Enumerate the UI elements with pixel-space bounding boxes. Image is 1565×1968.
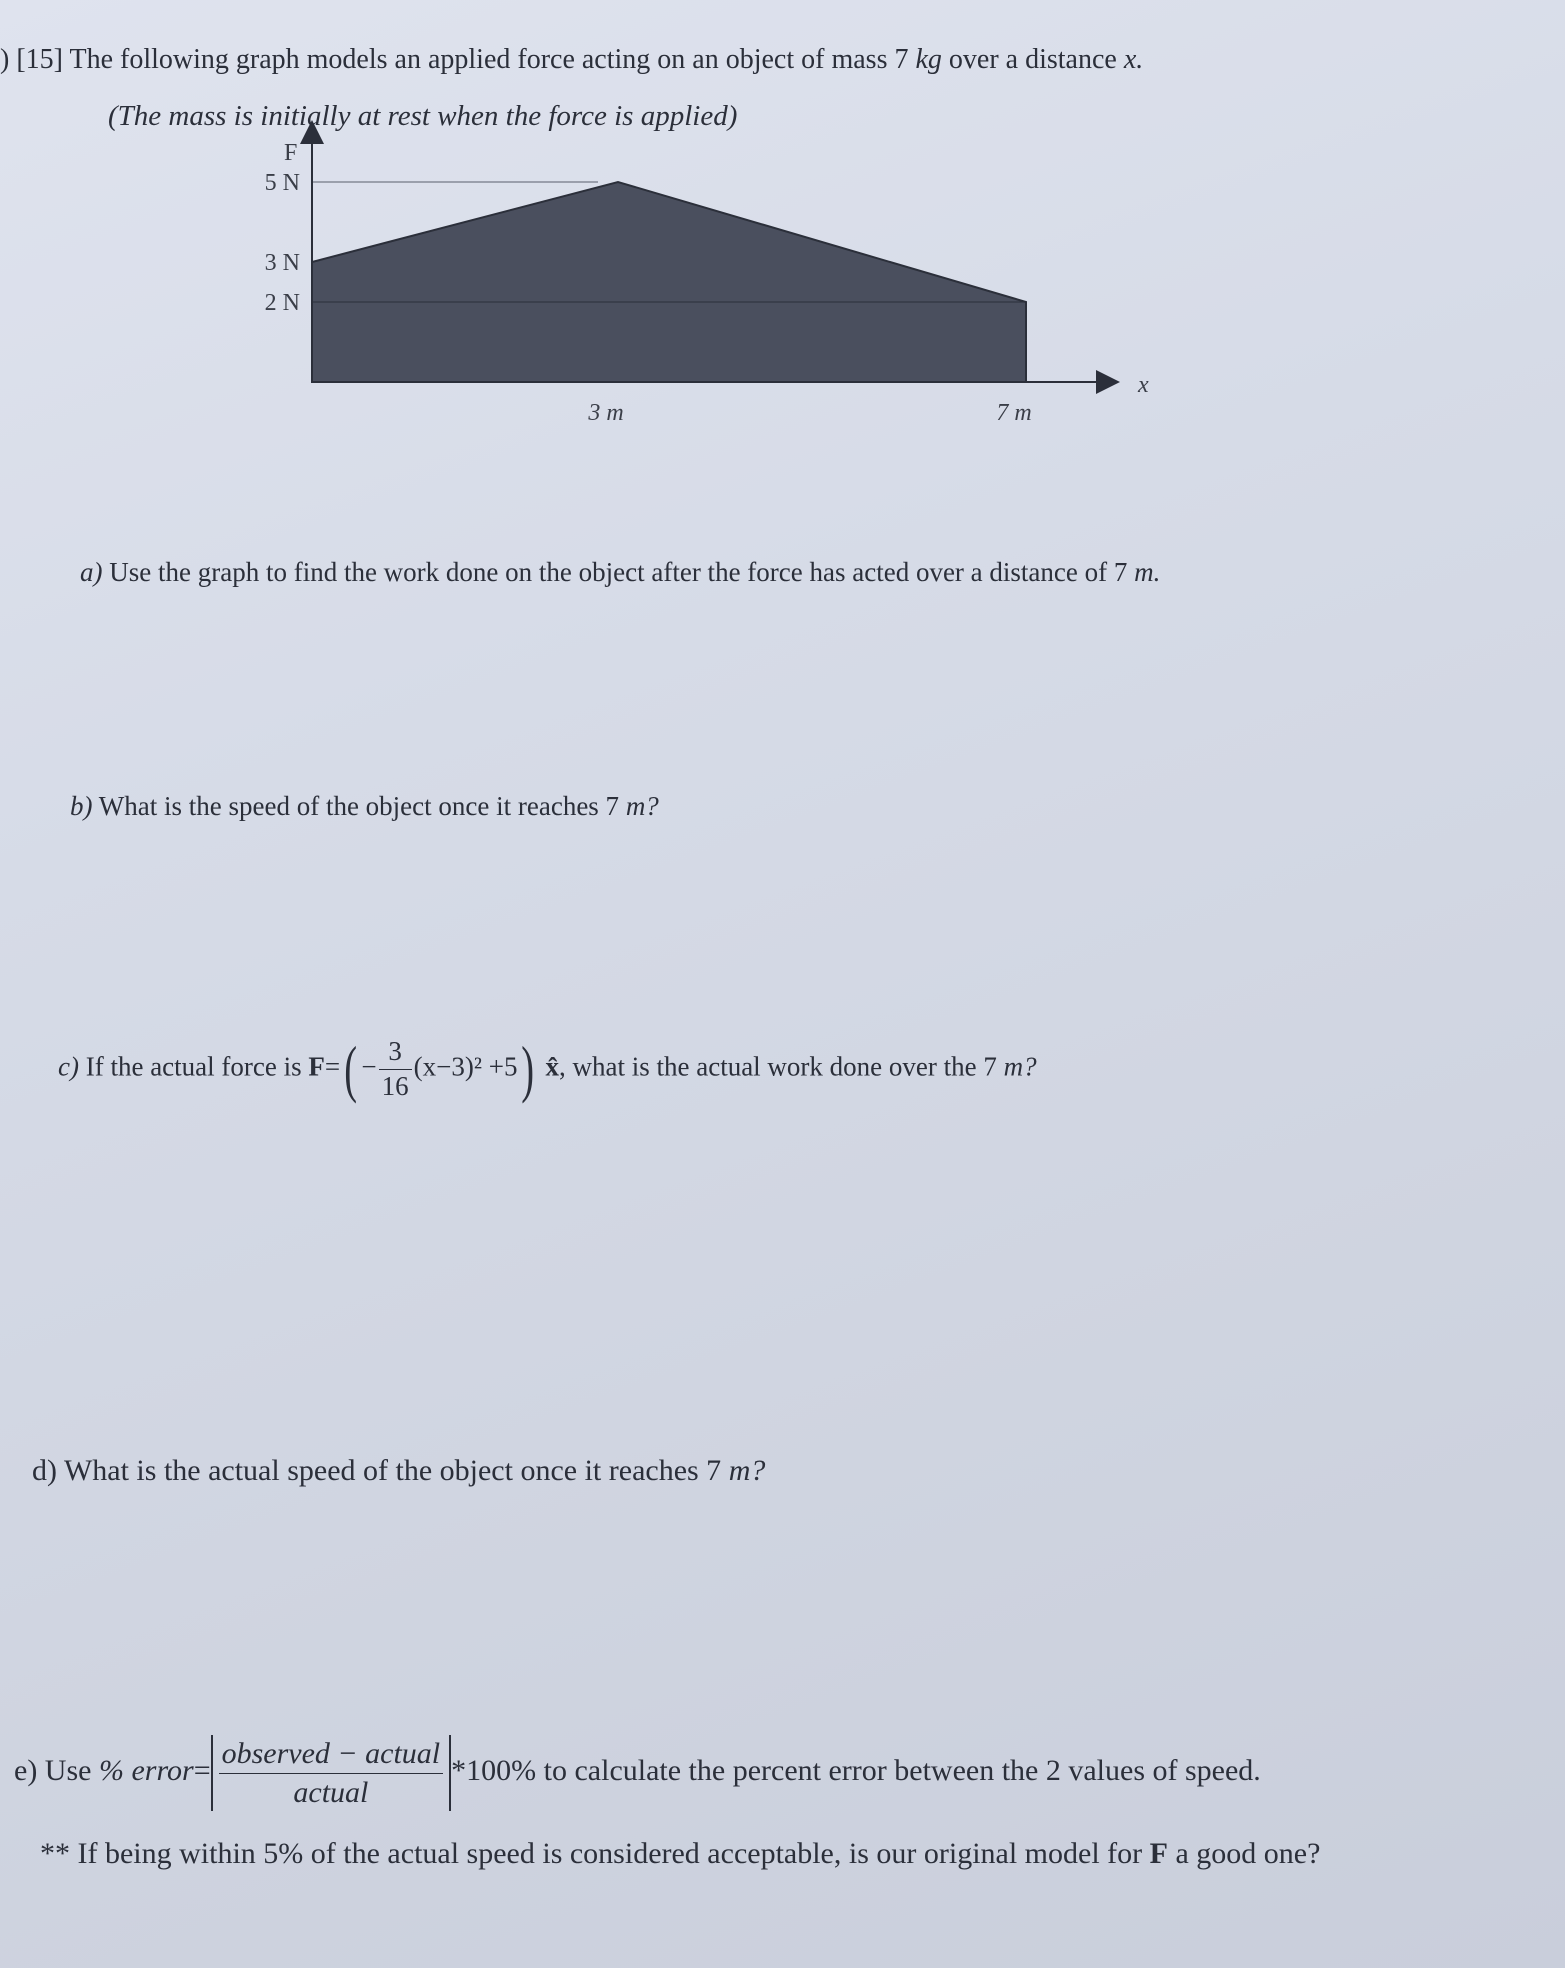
question-a-text: Use the graph to find the work done on the object after the force has acted over a distance of 7 bbox=[109, 557, 1128, 587]
error-denominator: actual bbox=[293, 1775, 369, 1809]
question-b-unit: m? bbox=[625, 791, 659, 821]
problem-number: ) [15] bbox=[0, 44, 63, 75]
question-d-unit: m? bbox=[728, 1454, 766, 1487]
question-e-text: to calculate the percent error between the 2 values of speed. bbox=[543, 1753, 1261, 1787]
force-symbol: F bbox=[308, 1051, 325, 1082]
y-tick-label: 3 N bbox=[264, 250, 300, 276]
question-b bbox=[70, 790, 659, 824]
question-c-prefix: If the actual force is bbox=[85, 1051, 302, 1082]
question-b-text: What is the speed of the object once it reaches 7 bbox=[98, 791, 620, 821]
note-text-2: a good one? bbox=[1175, 1837, 1321, 1870]
problem-note: (The mass is initially at rest when the force is applied) bbox=[108, 100, 738, 132]
problem-intro-end: over a distance bbox=[948, 44, 1117, 75]
problem-intro: The following graph models an applied force acting on an object of mass 7 bbox=[69, 44, 909, 75]
x-variable: x. bbox=[1123, 44, 1144, 75]
fraction-numerator: 3 bbox=[379, 1035, 412, 1070]
question-e-label: e) Use bbox=[14, 1753, 92, 1787]
fraction bbox=[379, 1035, 412, 1104]
minus-sign: − bbox=[361, 1051, 377, 1082]
note-force-symbol: F bbox=[1149, 1837, 1168, 1870]
right-paren: ) bbox=[521, 1033, 535, 1105]
force-area bbox=[312, 182, 1026, 382]
force-term: (x−3)² +5 bbox=[413, 1051, 518, 1082]
question-a-label: a) bbox=[80, 557, 103, 587]
question-d-label: d) bbox=[32, 1454, 57, 1487]
y-tick-label: 2 N bbox=[264, 290, 300, 316]
question-d-text: What is the actual speed of the object once it reaches 7 bbox=[63, 1454, 722, 1487]
times-100: *100% bbox=[451, 1753, 537, 1787]
question-d bbox=[32, 1452, 765, 1490]
force-distance-graph bbox=[264, 140, 1149, 545]
x-axis-label: x bbox=[1138, 372, 1149, 398]
question-a bbox=[80, 556, 1160, 590]
y-tick-label: 5 N bbox=[264, 170, 300, 196]
fraction-denominator: 16 bbox=[381, 1070, 409, 1101]
y-axis-label: F bbox=[284, 140, 298, 166]
mass-unit: kg bbox=[915, 44, 942, 75]
problem-header bbox=[0, 42, 1143, 77]
percent-error-label: % error bbox=[98, 1753, 194, 1787]
question-e bbox=[14, 1735, 1261, 1811]
error-numerator: observed − actual bbox=[219, 1735, 444, 1774]
x-tick-label: 7 m bbox=[996, 400, 1032, 426]
question-c bbox=[58, 1035, 1037, 1104]
left-paren: ( bbox=[344, 1033, 358, 1105]
question-a-unit: m. bbox=[1134, 557, 1161, 587]
note-text-1: If being within 5% of the actual speed is considered acceptable, is our original model for bbox=[77, 1837, 1143, 1870]
absolute-value bbox=[211, 1735, 452, 1811]
x-hat: x̂ bbox=[545, 1051, 559, 1082]
note-stars: ** bbox=[40, 1837, 70, 1870]
equals-sign: = bbox=[324, 1051, 341, 1082]
equals-sign: = bbox=[193, 1753, 211, 1787]
question-c-suffix: , what is the actual work done over the 7 bbox=[559, 1051, 997, 1082]
error-fraction bbox=[219, 1735, 444, 1811]
question-b-label: b) bbox=[70, 791, 93, 821]
x-tick-label: 3 m bbox=[588, 400, 624, 426]
question-c-label: c) bbox=[58, 1051, 79, 1082]
acceptability-note bbox=[40, 1835, 1320, 1873]
question-c-unit: m? bbox=[1003, 1051, 1037, 1082]
